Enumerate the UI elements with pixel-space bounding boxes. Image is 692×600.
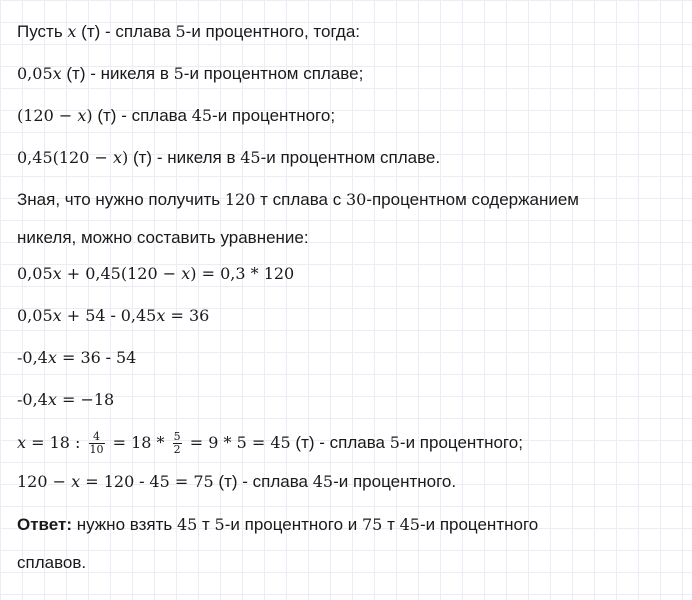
line-knowing [17, 188, 579, 212]
text: -и процентного. [333, 472, 457, 491]
text: никеля, можно составить уравнение: [17, 228, 309, 247]
math-expr: ) = 0,3 * 120 [190, 264, 295, 283]
text: Зная, что нужно получить [17, 190, 225, 209]
text: - [100, 348, 116, 367]
text: (т) - никеля в [61, 64, 174, 83]
text: (т) - сплава [213, 472, 313, 491]
line-nickel-5 [17, 62, 363, 86]
text: (т) - никеля в [128, 148, 241, 167]
line-equation-intro [17, 226, 309, 250]
math-var: x [52, 64, 62, 83]
text: т сплава с [255, 190, 346, 209]
text: (т) - сплава [76, 22, 176, 41]
math-number: 45 [399, 515, 420, 534]
math-number: 120 [224, 190, 256, 209]
math-number: 5 [389, 433, 400, 452]
math-var: x [52, 306, 62, 325]
math-expr: ) [122, 148, 129, 167]
math-expr: 0,45 [120, 306, 157, 325]
math-expr: 0,45(120 − [17, 148, 113, 167]
text: - [134, 472, 150, 491]
text: сплавов. [17, 553, 87, 572]
equation-1 [17, 262, 294, 286]
text: -и процентного; [399, 433, 523, 452]
text: -и процентного, тогда: [185, 22, 360, 41]
text: -и процентного и [224, 515, 362, 534]
math-expr: 120 − [17, 472, 72, 491]
math-expr: = −18 [56, 390, 115, 409]
equation-4 [17, 388, 114, 412]
math-expr: = 9 * 5 = 45 [184, 433, 291, 452]
math-number: 5 [173, 64, 184, 83]
math-expr: 45 = 75 [149, 472, 214, 491]
equation-3 [17, 346, 136, 370]
math-number: 30 [345, 190, 367, 209]
math-expr: = 36 [165, 306, 210, 325]
math-expr: 54 [115, 348, 137, 367]
math-expr: = 36 [56, 348, 101, 367]
math-number: 45 [312, 472, 334, 491]
math-var: x [181, 264, 191, 283]
math-var: x [52, 264, 62, 283]
math-expr: = 120 [80, 472, 135, 491]
text: нужно взять [72, 515, 177, 534]
equation-2 [17, 304, 209, 328]
math-var: x [17, 433, 27, 452]
math-number: 45 [240, 148, 261, 167]
math-number: 5 [175, 22, 186, 41]
equation-6 [17, 470, 456, 494]
math-expr: + 0,45(120 − [61, 264, 182, 283]
math-number: 5 [214, 515, 225, 534]
text: т [382, 515, 400, 534]
math-number: 45 [176, 515, 198, 534]
math-number: 0,05 [17, 64, 53, 83]
text: -и процентного; [212, 106, 336, 125]
math-var: x [156, 306, 166, 325]
math-var: x [47, 390, 57, 409]
fraction-5-2 [173, 431, 182, 456]
fraction-denominator: 2 [173, 443, 181, 457]
math-number: 45 [191, 106, 213, 125]
math-expr: ) [86, 106, 93, 125]
text: -и процентного [419, 515, 539, 534]
math-expr: = 18 * [107, 433, 170, 452]
fraction-numerator: 5 [173, 430, 181, 444]
equation-5 [17, 428, 523, 458]
text: -процентном содержанием [366, 190, 579, 209]
math-var: x [67, 22, 77, 41]
math-expr: = 18 : [26, 433, 86, 452]
line-nickel-45 [17, 146, 440, 170]
text: - [105, 306, 121, 325]
fraction-numerator: 4 [89, 431, 105, 444]
math-expr: -0,4 [17, 390, 48, 409]
line-let-x [17, 20, 360, 44]
line-alloy-45 [17, 104, 335, 128]
math-var: x [47, 348, 57, 367]
text: -и процентном сплаве. [260, 148, 441, 167]
math-expr: (120 − [17, 106, 78, 125]
math-number: 75 [361, 515, 383, 534]
math-expr: -0,4 [17, 348, 48, 367]
math-expr: + 54 [61, 306, 106, 325]
answer-label: Ответ: [17, 515, 72, 534]
math-var: x [112, 148, 123, 167]
math-var: x [77, 106, 87, 125]
answer-line-end [17, 551, 86, 575]
text: -и процентном сплаве; [183, 64, 364, 83]
answer-line [17, 513, 538, 537]
text: т [197, 515, 215, 534]
text: Пусть [17, 22, 68, 41]
math-expr: 0,05 [17, 264, 53, 283]
text: (т) - сплава [92, 106, 192, 125]
text: (т) - сплава [290, 433, 390, 452]
fraction-denominator: 10 [89, 443, 104, 457]
math-var: x [71, 472, 81, 491]
math-expr: 0,05 [17, 306, 53, 325]
fraction-4-10 [89, 431, 105, 456]
